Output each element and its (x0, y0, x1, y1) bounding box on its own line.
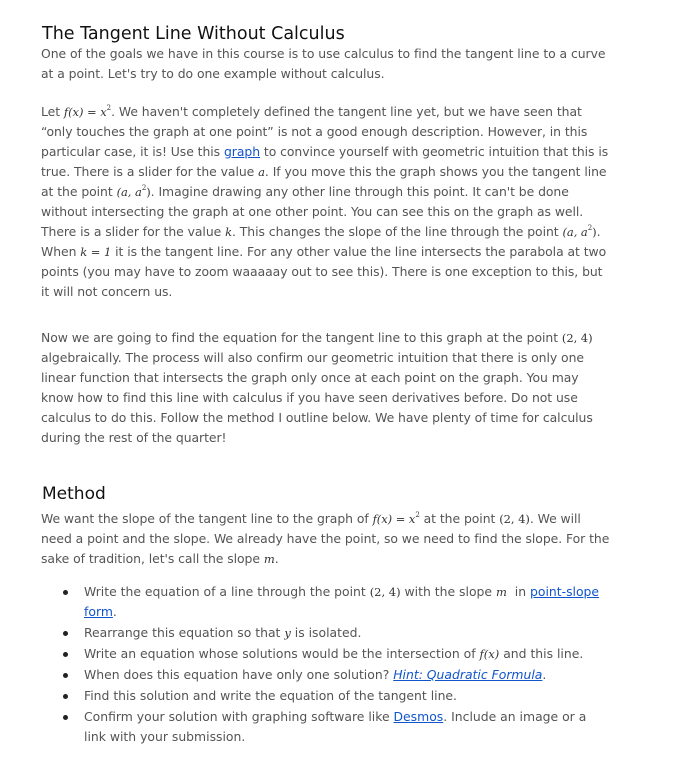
point-a-a-squared-2: (a, $a^2$) (562, 224, 597, 239)
f-definition-2: $f(x) = x^2$ (372, 511, 420, 526)
point-slope-form-link[interactable]: point-slope form (84, 584, 600, 619)
variable-a: a (258, 165, 265, 179)
graph-link[interactable]: graph (223, 144, 261, 159)
bullet-icon (63, 590, 68, 595)
method-intro-paragraph: We want the slope of the tangent line to the graph of $f(x) = x^2$ at the point (2, 4). We will need a point and the slope. We already have the point, so we need to find the slope. For the sake of tradition, let's call the slope m. (41, 511, 610, 566)
bullet-icon (63, 631, 68, 636)
bullet-icon (63, 715, 68, 720)
k-equals-one: k = 1 (80, 245, 112, 259)
f-definition: $f(x) = x^2$ (63, 104, 112, 119)
list-item: Confirm your solution with graphing software like Desmos. Include an image or a link with your submission. (62, 707, 612, 747)
page-title: The Tangent Line Without Calculus (42, 24, 345, 44)
bullet-icon (63, 673, 68, 678)
algebraic-method-paragraph: Now we are going to find the equation for the tangent line to this graph at the point (2, 4) algebraically. The process will also confirm our geometric intuition that there is only one linear function that intersects the graph only once at each point on the graph. You may know how to find this line with calculus if you have seen derivatives before. Do not use calculus to do this. Follow the method I outline below. We have plenty of time for calculus during the rest of the quarter! (41, 330, 593, 445)
list-item: When does this equation have only one solution? Hint: Quadratic Formula. (62, 665, 612, 685)
list-item: Rearrange this equation so that y is isolated. (62, 623, 612, 643)
method-steps-list (62, 582, 612, 748)
variable-m: m (263, 552, 275, 566)
quadratic-formula-hint-link[interactable]: Hint: Quadratic Formula (393, 667, 543, 682)
list-item: Write an equation whose solutions would be the intersection of f(x) and this line. (62, 644, 612, 664)
point-a-a-squared: (a, $a^2$) (116, 184, 151, 199)
point-2-4-method: (2, 4) (499, 512, 530, 526)
method-heading: Method (42, 484, 106, 504)
tangent-explanation-paragraph: Let $f(x) = x^2$. We haven't completely defined the tangent line yet, but we have seen that “only touches the graph at one point” is not a good enough description. However, in this particular case, it is! Use this graph to convince yourself with geometric intuition that this is true. There is a slider for the value a. If you move this the graph shows you the tangent line at the point (a, $a^2$). Imagine drawing any other line through this point. It can't be done without intersecting the graph at one other point. You can see this on the graph as well. There is a slider for the value k. This changes the slope of the line through the point (a, $a^2$). When k = 1 it is the tangent line. For any other value the line intersects the parabola at two points (you may have to zoom waaaaay out to see this). There is one exception to this, but it will not concern us. (41, 104, 609, 299)
list-item: Find this solution and write the equation of the tangent line. (62, 686, 612, 706)
point-2-4: (2, 4) (561, 331, 593, 345)
list-item: Write the equation of a line through the point (2, 4) with the slope m in point-slope form. (62, 582, 612, 622)
desmos-link[interactable]: Desmos (393, 709, 444, 724)
bullet-icon (63, 694, 68, 699)
bullet-icon (63, 652, 68, 657)
variable-k: k (225, 225, 233, 239)
intro-paragraph: One of the goals we have in this course is to use calculus to find the tangent line to a curve at a point. Let's try to do one example without calculus. (41, 46, 606, 81)
